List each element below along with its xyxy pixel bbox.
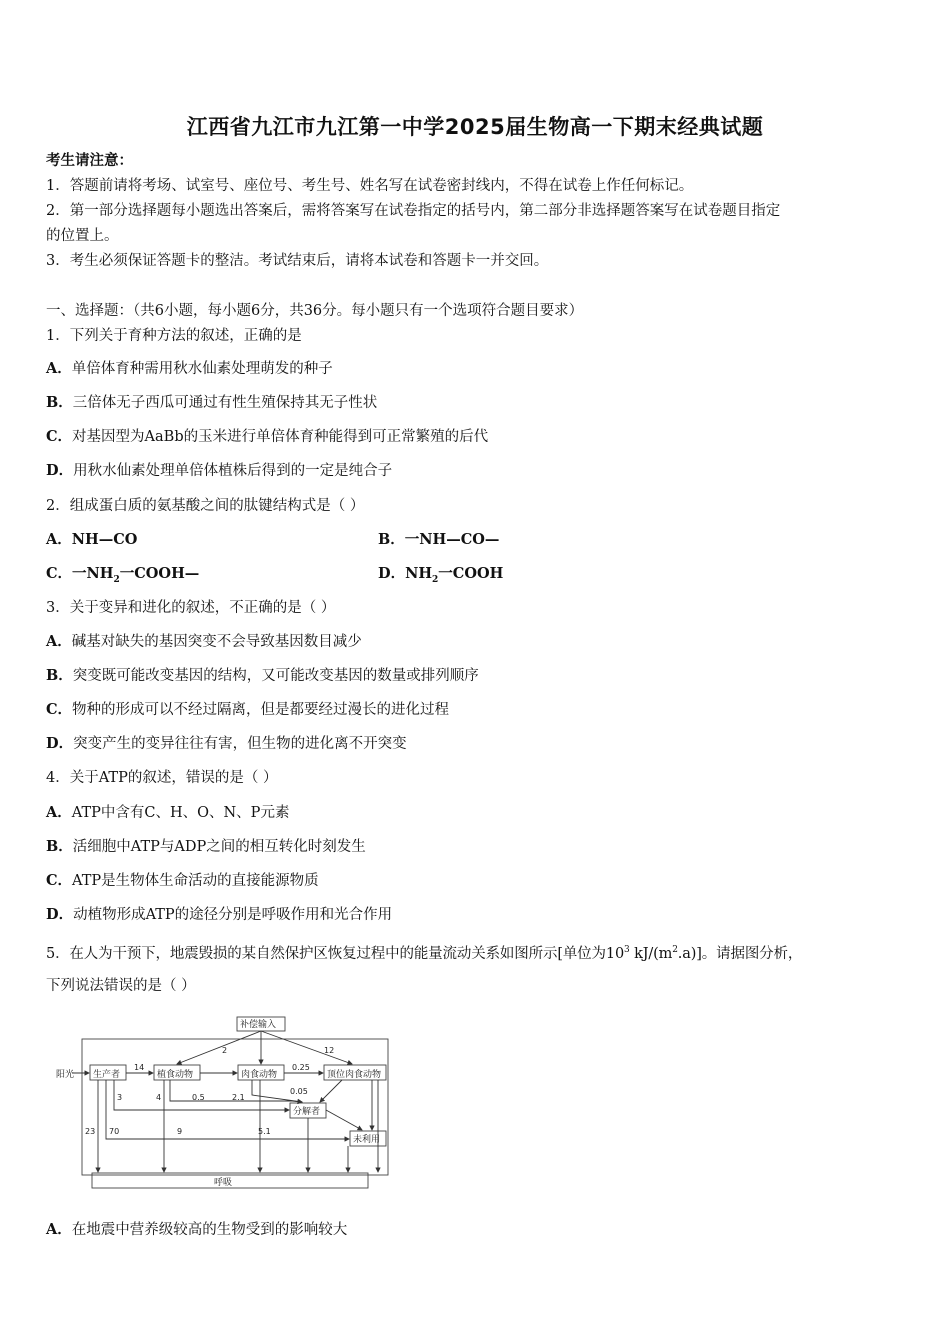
question-1-option-c: C．对基因型为AaBb的玉米进行单倍体育种能得到可正常繁殖的后代 xyxy=(46,428,489,445)
option-letter: A． xyxy=(46,1221,72,1238)
label-input: 补偿输入 xyxy=(240,1020,277,1030)
question-5-stem: 5．在人为干预下，地震毁损的某自然保护区恢复过程中的能量流动关系如图所示[单位为$10^3$ $kJ/(m^2.a)$]。请据图分析， xyxy=(46,945,803,962)
label-top-carnivore: 顶位肉食动物 xyxy=(327,1070,382,1080)
option-letter: D． xyxy=(46,906,74,923)
notice-item: 的位置上。 xyxy=(46,228,119,244)
value-carnivore-decomposer: 2.1 xyxy=(232,1093,245,1102)
question-5-stem-cont: 下列说法错误的是（ ） xyxy=(46,978,196,994)
option-letter: D． xyxy=(46,462,74,479)
question-1-option-b: B．三倍体无子西瓜可通过有性生殖保持其无子性状 xyxy=(46,394,378,411)
arrow-top-decomposer xyxy=(320,1080,342,1102)
option-letter: A． xyxy=(46,804,72,821)
option-letter: A． xyxy=(46,360,72,377)
value-top-decomposer: 0.05 xyxy=(290,1087,308,1096)
option-letter: B． xyxy=(46,838,73,855)
question-4-stem: 4．关于ATP的叙述，错误的是（ ） xyxy=(46,770,278,786)
label-decomposer: 分解者 xyxy=(293,1107,321,1117)
question-1-option-d: D．用秋水仙素处理单倍体植株后得到的一定是纯合子 xyxy=(46,462,393,479)
question-5-option-a: A．在地震中营养级较高的生物受到的影响较大 xyxy=(46,1221,348,1238)
option-letter: B． xyxy=(46,394,73,411)
option-letter: C． xyxy=(46,428,73,445)
page-title: 江西省九江市九江第一中学2025届生物高一下期末经典试题 xyxy=(186,115,764,139)
value-herbivore-decomposer: 4 xyxy=(156,1093,162,1102)
arrow-input-herbivore xyxy=(177,1031,261,1064)
option-letter: A． xyxy=(46,633,72,650)
notice-item: 3．考生必须保证答题卡的整洁。考试结束后，请将本试卷和答题卡一并交回。 xyxy=(46,253,549,269)
option-letter: B． xyxy=(46,667,73,684)
notice-item: 2．第一部分选择题每小题选出答案后，需将答案写在试卷指定的括号内，第二部分非选择题答案写在试卷题目指定 xyxy=(46,203,781,219)
question-4-option-b: B．活细胞中ATP与ADP之间的相互转化时刻发生 xyxy=(46,838,366,855)
label-unused: 未利用 xyxy=(353,1135,381,1145)
energy-flow-diagram xyxy=(52,1013,402,1196)
notice-heading: 考生请注意： xyxy=(46,152,133,169)
option-letter: C． xyxy=(46,701,73,718)
question-3-option-b: B．突变既可能改变基因的结构，又可能改变基因的数量或排列顺序 xyxy=(46,667,479,684)
question-2-option-d: D．$NH_2$一COOH xyxy=(378,565,504,585)
arrow-input-top xyxy=(261,1031,352,1064)
label-sun: 阳光 xyxy=(56,1070,75,1080)
value-herbivore-unused: 0.5 xyxy=(192,1093,205,1102)
label-carnivore: 肉食动物 xyxy=(241,1070,278,1080)
question-3-stem: 3．关于变异和进化的叙述，不正确的是（ ） xyxy=(46,600,336,616)
value-producer-respiration: 23 xyxy=(85,1127,96,1136)
diagram-frame xyxy=(82,1039,388,1175)
notice-item: 1．答题前请将考场、试室号、座位号、考生号、姓名写在试卷密封线内，不得在试卷上作任何标记。 xyxy=(46,178,694,194)
question-3-option-d: D．突变产生的变异往往有害，但生物的进化离不开突变 xyxy=(46,735,407,752)
value-input-herbivore: 2 xyxy=(222,1046,228,1055)
question-4-option-a: A．ATP中含有C、H、O、N、P元素 xyxy=(46,804,290,821)
option-letter: C． xyxy=(46,872,73,889)
label-respiration: 呼吸 xyxy=(214,1178,233,1188)
value-producer-decomposer: 3 xyxy=(117,1093,123,1102)
section-heading: 一、选择题：（共6小题，每小题6分，共36分。每小题只有一个选项符合题目要求） xyxy=(46,303,584,319)
value-producer-unused: 70 xyxy=(109,1127,120,1136)
question-4-option-d: D．动植物形成ATP的途径分别是呼吸作用和光合作用 xyxy=(46,906,393,923)
label-producer: 生产者 xyxy=(93,1070,121,1080)
value-carnivore-top: 0.25 xyxy=(292,1063,310,1072)
value-herbivore-respiration: 9 xyxy=(177,1127,183,1136)
arrow-decomposer-unused xyxy=(326,1110,362,1130)
option-letter: D． xyxy=(46,735,74,752)
question-3-option-c: C．物种的形成可以不经过隔离，但是都要经过漫长的进化过程 xyxy=(46,701,450,718)
value-carnivore-respiration: 5.1 xyxy=(258,1127,271,1136)
label-herbivore: 植食动物 xyxy=(157,1070,194,1080)
value-producer-herbivore: 14 xyxy=(134,1063,145,1072)
option-letter: A． xyxy=(46,531,72,548)
question-2-option-a: A．NH—CO xyxy=(46,531,138,548)
question-2-option-c: C．一$NH_2$一COOH— xyxy=(46,565,200,585)
question-4-option-c: C．ATP是生物体生命活动的直接能源物质 xyxy=(46,872,319,889)
question-2-option-b: B．一NH—CO— xyxy=(378,531,500,548)
option-letter: B． xyxy=(378,531,405,548)
value-input-top: 12 xyxy=(324,1046,335,1055)
question-3-option-a: A．碱基对缺失的基因突变不会导致基因数目减少 xyxy=(46,633,362,650)
question-1-stem: 1．下列关于育种方法的叙述，正确的是 xyxy=(46,328,302,344)
question-2-stem: 2．组成蛋白质的氨基酸之间的肽键结构式是（ ） xyxy=(46,498,365,514)
question-1-option-a: A．单倍体育种需用秋水仙素处理萌发的种子 xyxy=(46,360,333,377)
